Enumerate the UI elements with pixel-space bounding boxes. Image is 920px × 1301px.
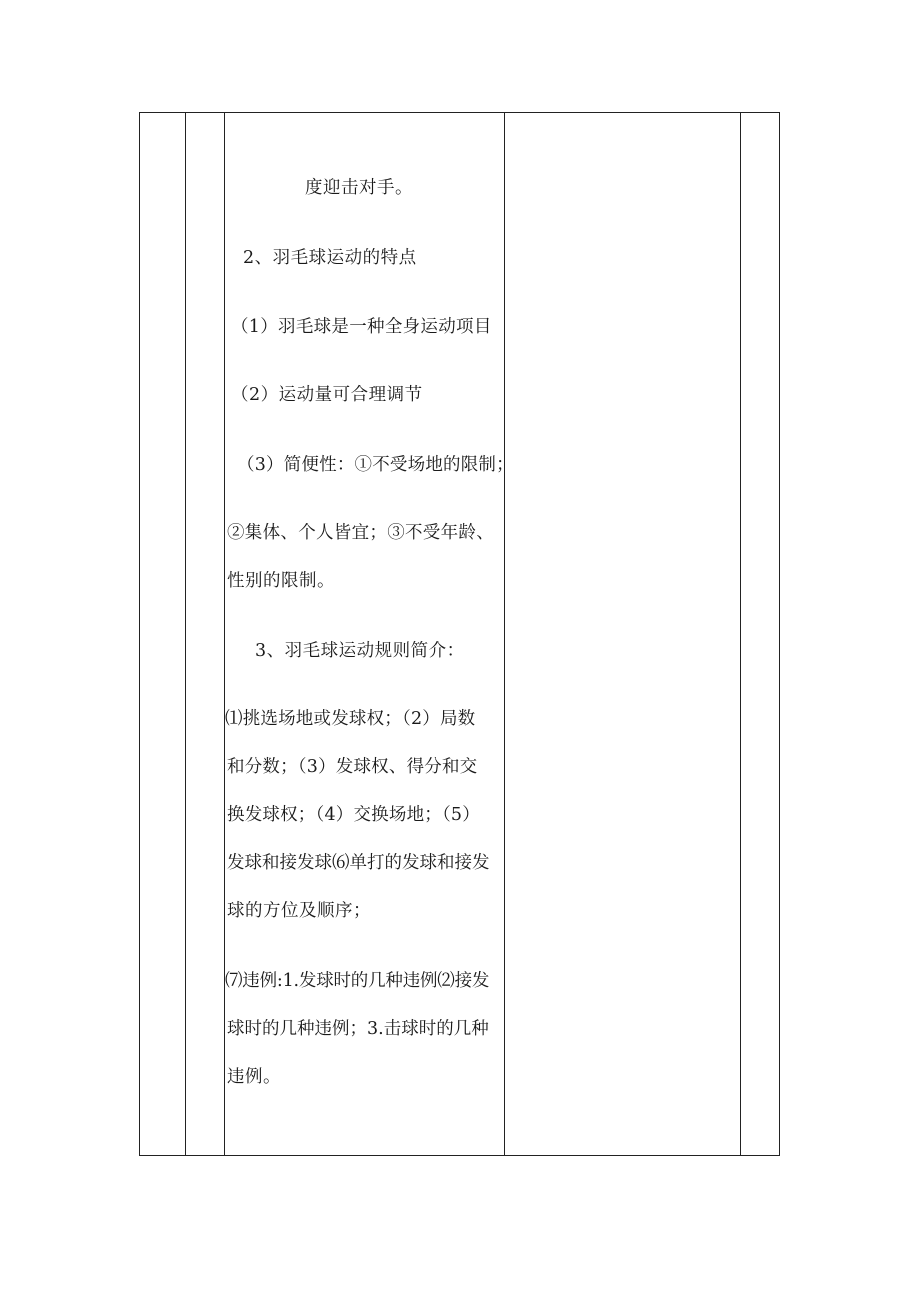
content-cell xyxy=(225,112,514,1156)
lesson-table xyxy=(139,112,780,1156)
text-line: （3）简便性：①不受场地的限制； xyxy=(237,455,514,475)
table-column-border xyxy=(185,112,186,1156)
text-line: ⑴挑选场地或发球权；（2）局数 xyxy=(225,709,476,729)
text-line: 发球和接发球⑹单打的发球和接发 xyxy=(227,853,490,873)
text-line: 球时的几种违例；3.击球时的几种 xyxy=(227,1019,489,1039)
text-line: （2）运动量可合理调节 xyxy=(231,385,423,405)
text-line: 违例。 xyxy=(227,1067,281,1087)
section-heading: 2、羽毛球运动的特点 xyxy=(243,248,417,268)
text-line: （1）羽毛球是一种全身运动项目 xyxy=(231,317,492,337)
table-column-border xyxy=(139,112,140,1156)
table-column-border xyxy=(779,112,780,1156)
text-line: ②集体、个人皆宜；③不受年龄、 xyxy=(227,523,494,543)
text-line: 性别的限制。 xyxy=(227,571,335,591)
section-heading: 3、羽毛球运动规则简介： xyxy=(255,641,465,661)
text-line: 球的方位及顺序； xyxy=(227,901,371,921)
text-line: 和分数；（3）发球权、得分和交 xyxy=(227,757,478,777)
table-column-border xyxy=(740,112,741,1156)
text-line: ⑺违例:1.发球时的几种违例⑵接发 xyxy=(225,971,490,991)
text-line: 换发球权；（4）交换场地；（5） xyxy=(227,805,480,825)
text-line: 度迎击对手。 xyxy=(305,178,413,198)
table-column-border xyxy=(504,112,505,1156)
